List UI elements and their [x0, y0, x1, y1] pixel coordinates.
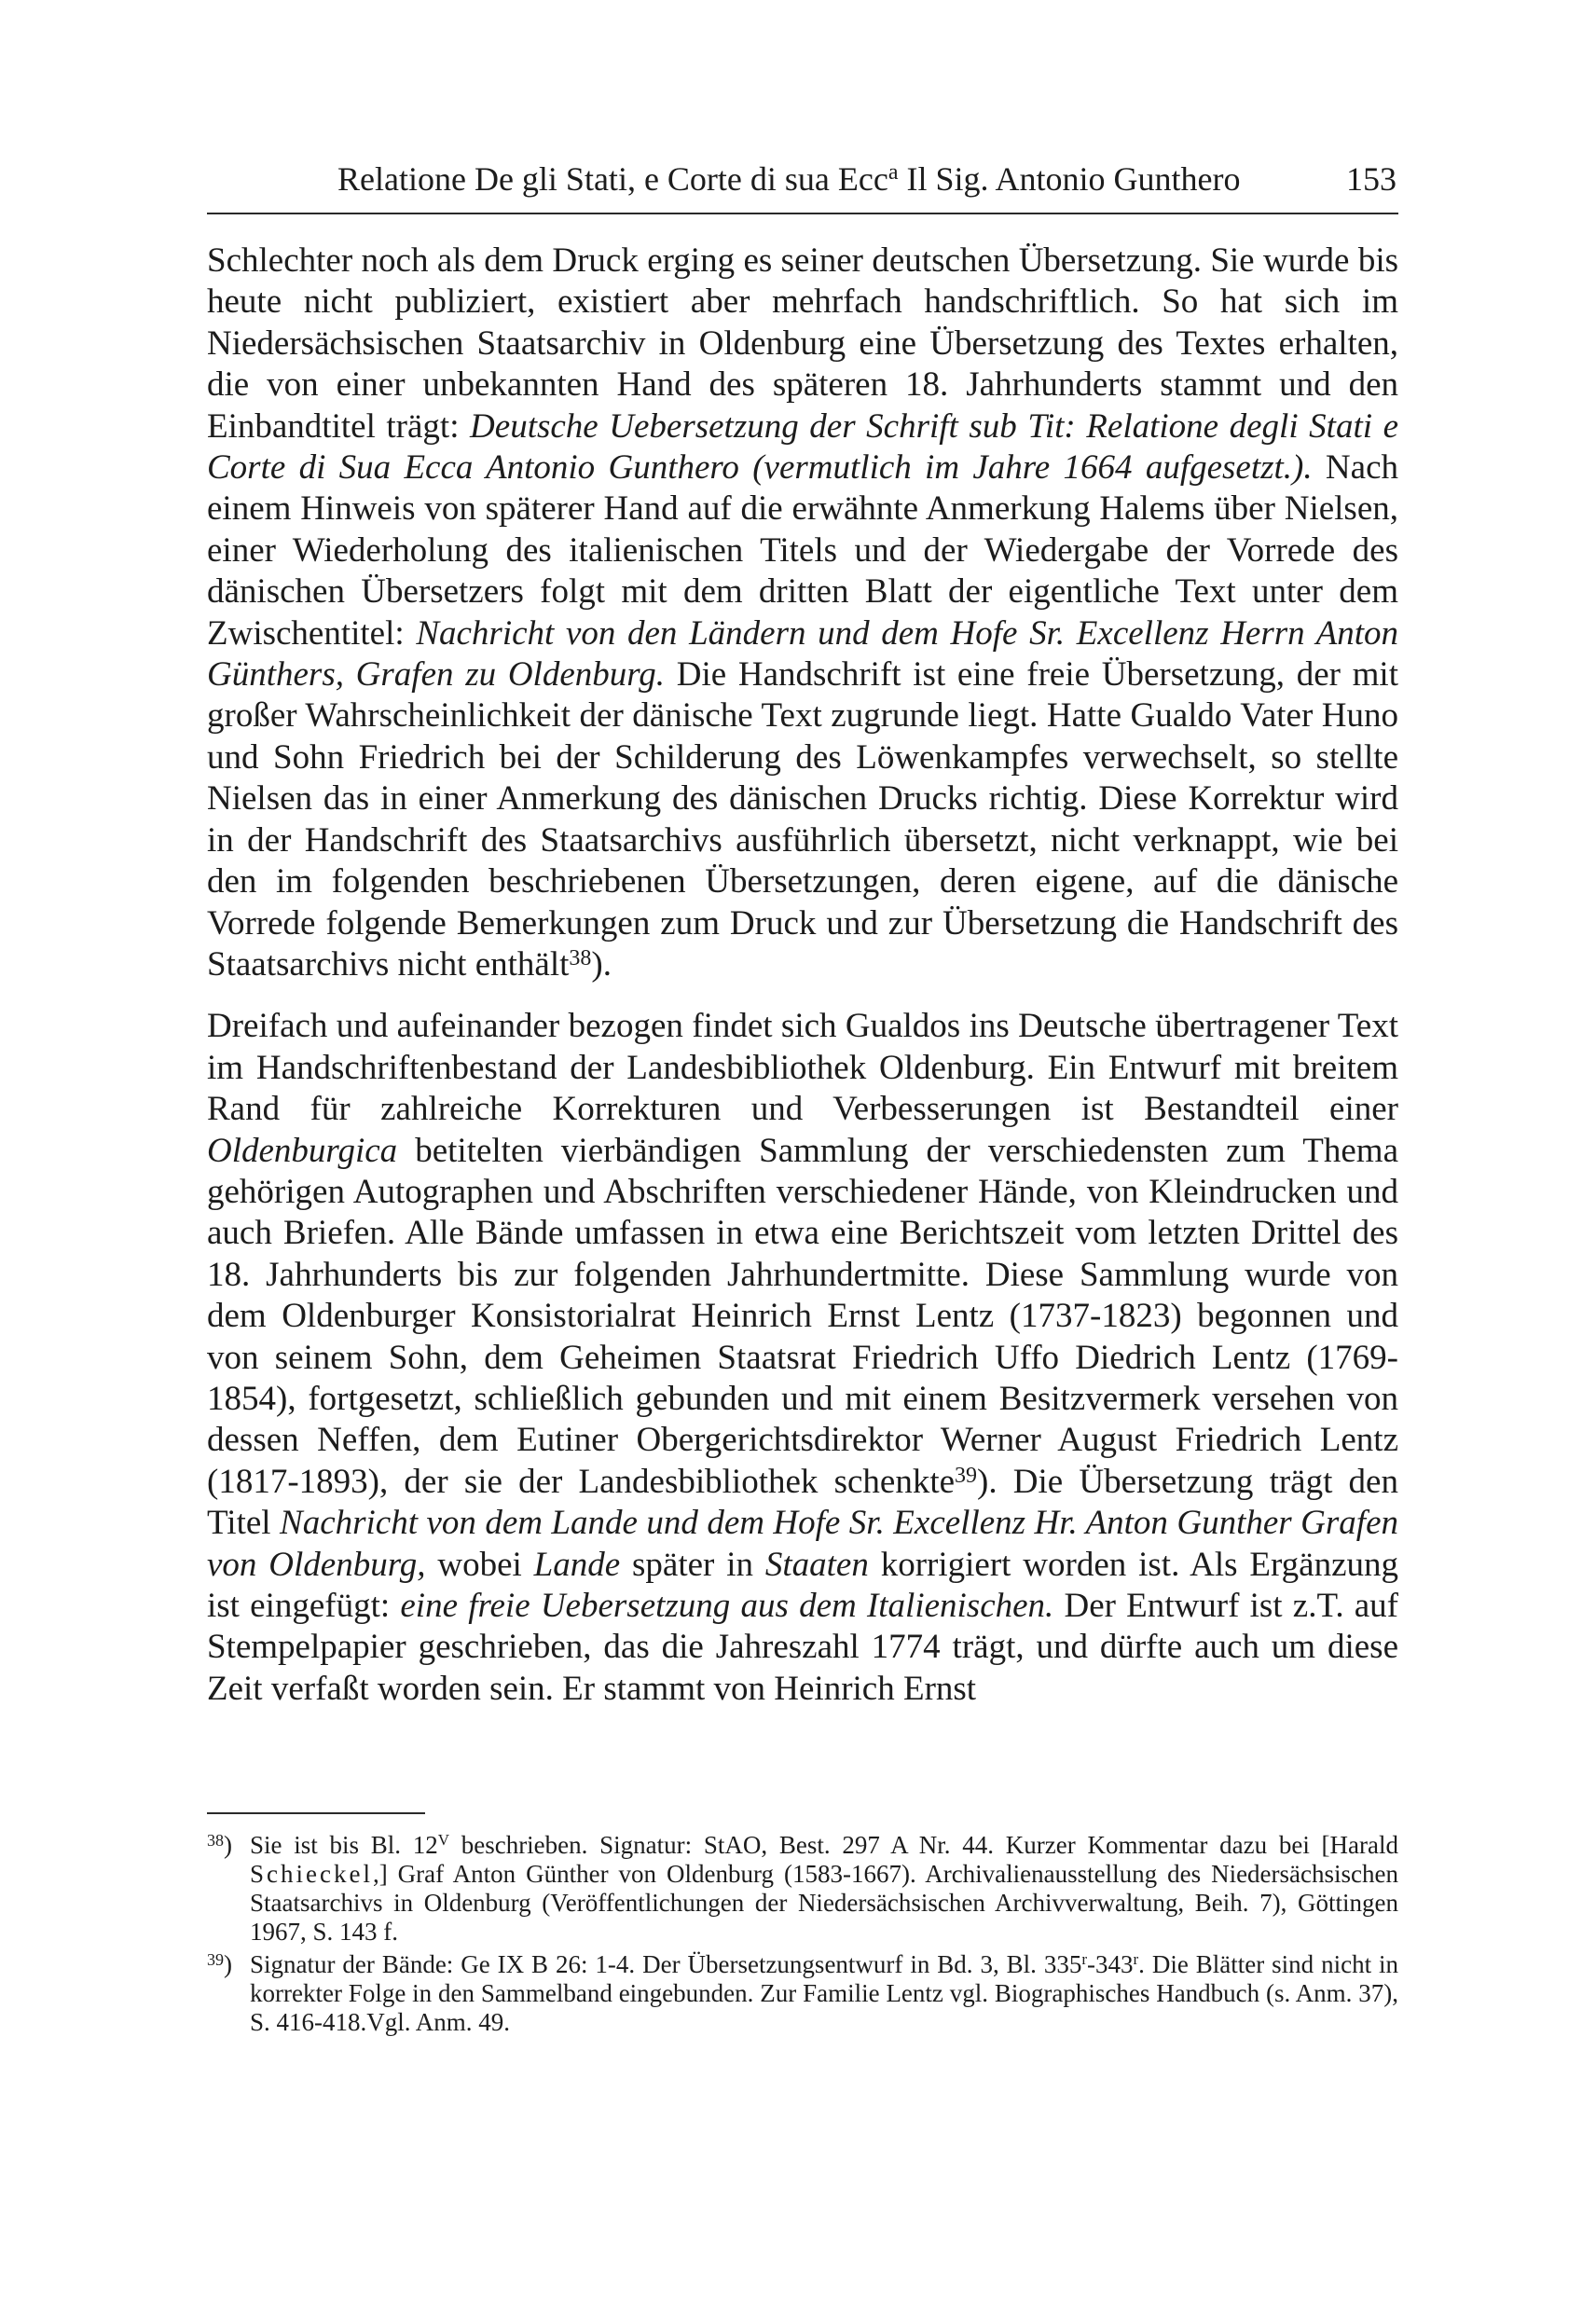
running-title	[337, 158, 1241, 200]
paragraph-1-text: ).	[591, 944, 612, 984]
footnote-text: . Die Blätter sind nicht in korrekter Folge in den Sammelband eingebunden. Zur Familie Lentz vgl. Biographisches Handbuch (s. Anm. 37), S. 416-418.Vgl. Anm. 49.	[250, 1950, 1399, 2036]
paragraph-1-text: Die Handschrift ist eine freie Übersetzung, der mit großer Wahrscheinlichkeit der dänische Text zugrunde liegt. Hatte Gualdo Vater Huno und Sohn Friedrich bei der Schilderung des Löwenkampfes verwechselt, so stellte Nielsen das in einer Anmerkung des dänischen Drucks richtig. Diese Korrektur wird in der Handschrift des Staatsarchivs ausführlich übersetzt, nicht verknappt, wie bei den im folgenden beschriebenen Übersetzungen, deren eigene, auf die dänische Vorrede folgende Bemerkungen zum Druck und zur Übersetzung die Handschrift des Staatsarchivs nicht enthält	[207, 655, 1398, 984]
running-title-superscript: a	[887, 160, 899, 185]
body-text	[207, 241, 1398, 1710]
footnote-text: Signatur der Bände: Ge IX B 26: 1-4. Der Übersetzungsentwurf in Bd. 3, Bl. 335	[250, 1950, 1082, 1978]
paragraph-1-text: Schlechter noch als dem Druck erging es seiner deutschen Übersetzung. Sie wurde bis heute nicht publiziert, existiert aber mehrfach handschriftlich. So hat sich im Niedersächsischen Staatsarchiv in Oldenburg eine Übersetzung des Textes erhalten, die von einer unbekannten Hand des späteren 18. Jahrhunderts stammt und den Einbandtitel trägt:	[207, 241, 1398, 446]
footnote-superscript: r	[1081, 1950, 1087, 1968]
footnote-marker: $^{38}$)	[207, 1831, 232, 1859]
footnote-superscript: V	[437, 1831, 449, 1849]
footnote-divider	[207, 1812, 425, 1814]
paragraph-2-italic-title: Nachricht von dem Lande und dem Hofe Sr. Excellenz Hr. Anton Gunther Grafen von Oldenburg,	[207, 1504, 1398, 1584]
paragraph-1-italic-title: Deutsche Uebersetzung der Schrift sub Tit: Relatione degli Stati e Corte di Sua Ecca Antonio Gunthero (vermutlich im Jahre 1664 aufgesetzt.).	[207, 406, 1398, 488]
paragraph-2-text: Dreifach und aufeinander bezogen findet sich Gualdos ins Deutsche übertragener Text im Handschriftenbestand der Landesbibliothek Oldenburg. Ein Entwurf mit breitem Rand für zahlreiche Korrekturen und Verbesserungen ist Bestandteil einer	[207, 1007, 1398, 1129]
footnote-author-spaced: Schieckel	[250, 1860, 373, 1888]
paragraph-2-italic: eine freie Uebersetzung aus dem Italienischen.	[400, 1587, 1054, 1625]
footnote-39	[207, 1950, 1398, 2037]
footnote-text: -343	[1087, 1950, 1134, 1978]
paragraph-1-text: Nach einem Hinweis von späterer Hand auf die erwähnte Anmerkung Halems über Nielsen, einer Wiederholung des italienischen Titels und der Wiedergabe der Vorrede des dänischen Übersetzers folgt mit dem dritten Blatt der eigentliche Text unter dem Zwischentitel:	[207, 448, 1398, 653]
paragraph-1-italic-subtitle: Nachricht von den Ländern und dem Hofe Sr. Excellenz Herrn Anton Günthers, Grafen zu Oldenburg.	[207, 613, 1398, 695]
footnote-reference-39[interactable]: 39	[955, 1463, 978, 1488]
footnote-reference-38[interactable]: 38	[569, 945, 592, 970]
paragraph-2-text: später in	[620, 1545, 765, 1584]
paragraph-2-text: Der Entwurf ist z.T. auf Stempelpapier geschrieben, das die Jahreszahl 1774 trägt, und dürfte auch um diese Zeit verfaßt worden sein. Er stammt von Heinrich Ernst	[207, 1587, 1399, 1708]
running-title-text-end: Il Sig. Antonio Gunthero	[898, 160, 1241, 198]
page-number: 153	[1346, 160, 1396, 198]
paragraph-2-italic: Lande	[533, 1545, 621, 1584]
running-title-text: Relatione De gli Stati, e Corte di sua Ecc	[337, 160, 888, 198]
running-head	[207, 157, 1398, 214]
footnote-text: beschrieben. Signatur: StAO, Best. 297 A Nr. 44. Kurzer Kommentar dazu bei [Harald	[448, 1831, 1399, 1859]
footnote-number: 38	[207, 1831, 224, 1850]
paragraph-2	[207, 1006, 1398, 1710]
footnote-text: Sie ist bis Bl. 12	[250, 1831, 438, 1859]
paragraph-2-italic: Oldenburgica	[207, 1131, 398, 1170]
footnote-text: ,] Graf Anton Günther von Oldenburg (1583-1667). Archivalienausstellung des Niedersächsischen Staatsarchivs in Oldenburg (Veröffentlichungen der Niedersächsischen Archivverwaltung, Beih. 7), Göttingen 1967, S. 143 f.	[250, 1860, 1398, 1946]
footnote-marker: $^{39}$)	[207, 1950, 232, 1978]
paragraph-2-italic: Staaten	[764, 1545, 869, 1584]
footnotes	[207, 1831, 1398, 2037]
footnote-38	[207, 1831, 1398, 1947]
paragraph-2-text: betitelten vierbändigen Sammlung der verschiedensten zum Thema gehörigen Autographen und Abschriften verschiedener Hände, von Kleindrucken und auch Briefen. Alle Bände umfassen in etwa eine Berichtszeit vom letzten Drittel des 18. Jahrhunderts bis zur folgenden Jahrhundertmitte. Diese Sammlung wurde von dem Oldenburger Konsistorialrat Heinrich Ernst Lentz (1737-1823) begonnen und von seinem Sohn, dem Geheimen Staatsrat Friedrich Uffo Diedrich Lentz (1769-1854), fortgesetzt, schließlich gebunden und mit einem Besitzvermerk versehen von dessen Neffen, dem Eutiner Obergerichtsdirektor Werner August Friedrich Lentz (1817-1893), der sie der Landesbibliothek schenkte	[207, 1131, 1398, 1501]
paragraph-2-text: korrigiert worden ist. Als Ergänzung ist eingefügt:	[207, 1545, 1399, 1625]
paragraph-2-text: wobei	[425, 1545, 534, 1584]
paragraph-1	[207, 241, 1398, 985]
footnote-superscript: r	[1133, 1950, 1139, 1968]
paragraph-2-text: ). Die Übersetzung trägt den Titel	[207, 1462, 1398, 1543]
footnote-number: 39	[207, 1950, 224, 1969]
